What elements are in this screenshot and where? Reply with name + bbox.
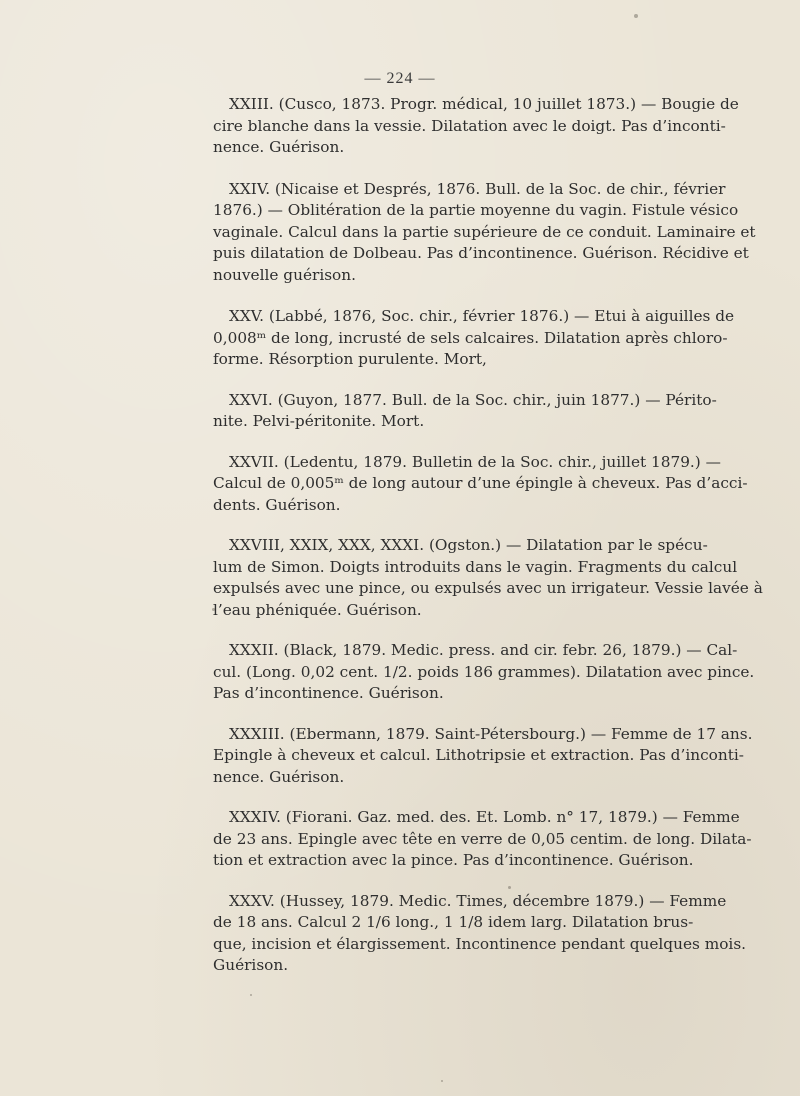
paper-speck (441, 1080, 443, 1082)
case-entry-xxxii (213, 640, 755, 705)
case-entry-xxxiii (213, 724, 753, 789)
paper-speck (212, 608, 215, 611)
paper-speck (634, 14, 638, 18)
entry-line: 1876.) — Oblitération de la partie moyenne du vagin. Fistule vésico (213, 201, 739, 219)
entry-line: XXVIII, XXIX, XXX, XXXI. (Ogston.) — Dilatation par le spécu- (229, 536, 708, 554)
entry-line: forme. Résorption purulente. Mort, (213, 350, 487, 368)
entry-line: de 23 ans. Epingle avec tête en verre de 0,05 centim. de long. Dilata- (213, 829, 752, 848)
entry-line: XXXIII. (Ebermann, 1879. Saint-Pétersbourg.) — Femme de 17 ans. (229, 724, 753, 743)
case-entry-xxvii (213, 452, 748, 517)
case-entry-xxxv (213, 891, 747, 977)
entry-line: nouvelle guérison. (213, 265, 356, 284)
page-number: — 224 — (364, 70, 436, 87)
entry-line: XXIII. (Cusco, 1873. Progr. médical, 10 juillet 1873.) — Bougie de (229, 95, 739, 113)
case-entry-xxxiv (213, 807, 752, 872)
entry-line: XXXV. (Hussey, 1879. Medic. Times, décembre 1879.) — Femme (229, 891, 727, 910)
entry-line: Pas d’incontinence. Guérison. (213, 684, 444, 702)
entry-line: XXVI. (Guyon, 1877. Bull. de la Soc. chir., juin 1877.) — Périto- (229, 390, 717, 409)
case-list (213, 94, 763, 995)
paper-speck (250, 994, 252, 996)
entry-line: cul. (Long. 0,02 cent. 1/2. poids 186 grammes). Dilatation avec pince. (213, 662, 755, 681)
case-entry-xxvi (213, 390, 717, 433)
entry-line: nite. Pelvi-péritonite. Mort. (213, 412, 425, 430)
entry-line: Epingle à cheveux et calcul. Lithotripsie et extraction. Pas d’inconti- (213, 746, 744, 764)
entry-line: 0,008ᵐ de long, incrusté de sels calcaires. Dilatation après chloro- (213, 328, 728, 347)
entry-line: Guérison. (213, 956, 289, 974)
entry-line: XXV. (Labbé, 1876, Soc. chir., février 1876.) — Etui à aiguilles de (229, 307, 735, 325)
paper-speck (508, 886, 511, 889)
entry-line: lum de Simon. Doigts introduits dans le vagin. Fragments du calcul (213, 557, 738, 576)
entry-line: cire blanche dans la vessie. Dilatation avec le doigt. Pas d’inconti- (213, 116, 726, 135)
entry-line: que, incision et élargissement. Incontinence pendant quelques mois. (213, 934, 747, 953)
entry-line: nence. Guérison. (213, 767, 345, 786)
case-entry-xxv (213, 306, 735, 371)
entry-line: dents. Guérison. (213, 495, 341, 514)
entry-line: Calcul de 0,005ᵐ de long autour d’une épingle à cheveux. Pas d’acci- (213, 474, 748, 492)
entry-line: XXIV. (Nicaise et Després, 1876. Bull. de la Soc. de chir., février (229, 179, 726, 198)
case-entry-xxiii (213, 94, 739, 159)
entry-line: de 18 ans. Calcul 2 1/6 long., 1 1/8 idem larg. Dilatation brus- (213, 913, 694, 931)
entry-line: expulsés avec une pince, ou expulsés avec un irrigateur. Vessie lavée à (213, 579, 763, 597)
entry-line: l’eau phéniquée. Guérison. (213, 600, 422, 619)
case-entry-xxiv (213, 179, 756, 287)
entry-line: XXXIV. (Fiorani. Gaz. med. des. Et. Lomb. n° 17, 1879.) — Femme (229, 808, 740, 826)
entry-line: vaginale. Calcul dans la partie supérieure de ce conduit. Laminaire et (213, 222, 756, 241)
case-entry-xxviii-xxxi (213, 535, 763, 621)
entry-line: XXVII. (Ledentu, 1879. Bulletin de la Soc. chir., juillet 1879.) — (229, 452, 721, 471)
entry-line: XXXII. (Black, 1879. Medic. press. and cir. febr. 26, 1879.) — Cal- (229, 641, 738, 659)
entry-line: tion et extraction avec la pince. Pas d’incontinence. Guérison. (213, 851, 694, 869)
entry-line: puis dilatation de Dolbeau. Pas d’incontinence. Guérison. Récidive et (213, 244, 749, 262)
entry-line: nence. Guérison. (213, 138, 345, 156)
